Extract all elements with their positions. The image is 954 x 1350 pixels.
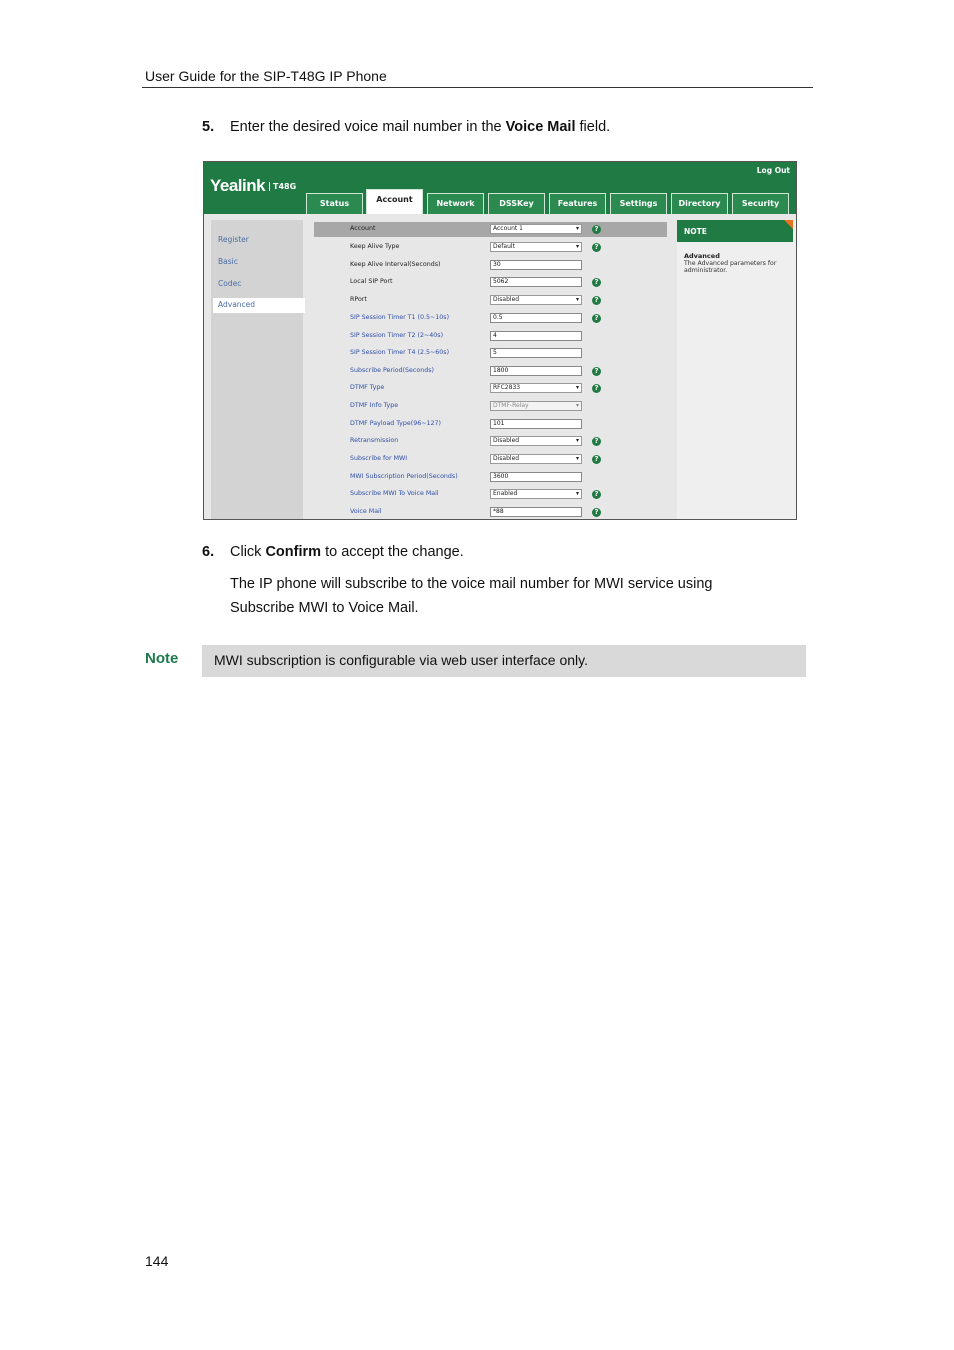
step-text-pre: Click <box>230 544 266 560</box>
tab-security[interactable]: Security <box>732 193 789 214</box>
sip-timer-t4-input[interactable]: 5 <box>490 348 582 358</box>
step-text-bold: Voice Mail <box>505 119 576 135</box>
label-sip-timer-t2: SIP Session Timer T2 (2~40s) <box>350 332 444 339</box>
paragraph-line: Subscribe MWI to Voice Mail. <box>230 600 419 616</box>
chevron-down-icon: ▾ <box>575 455 579 462</box>
subscribe-mwi-value: Disabled <box>493 455 520 462</box>
keep-alive-type-select[interactable] <box>490 242 582 252</box>
retransmission-select[interactable] <box>490 436 582 446</box>
sip-timer-t2-input[interactable]: 4 <box>490 331 582 341</box>
web-ui-screenshot <box>203 161 797 520</box>
label-local-sip-port: Local SIP Port <box>350 278 393 285</box>
chevron-down-icon: ▾ <box>575 437 579 444</box>
tab-features[interactable]: Features <box>549 193 606 214</box>
paragraph-line: The IP phone will subscribe to the voice mail number for MWI service using <box>230 576 713 592</box>
tab-network[interactable]: Network <box>427 193 484 214</box>
rport-select[interactable] <box>490 295 582 305</box>
mwi-subscription-period-input[interactable]: 3600 <box>490 472 582 482</box>
running-header: User Guide for the SIP-T48G IP Phone <box>145 68 387 84</box>
label-dtmf-info-type: DTMF Info Type <box>350 402 399 409</box>
note-label: Note <box>145 650 179 667</box>
help-icon[interactable]: ? <box>592 455 601 464</box>
help-icon[interactable]: ? <box>592 490 601 499</box>
tab-account[interactable]: Account <box>366 189 423 214</box>
account-select-value: Account 1 <box>493 225 523 232</box>
step-text-pre: Enter the desired voice mail number in the <box>230 119 506 135</box>
step-text-post: to accept the change. <box>321 544 464 560</box>
nav-codec[interactable]: Codec <box>218 279 242 288</box>
chevron-down-icon: ▾ <box>575 296 579 303</box>
help-icon[interactable]: ? <box>592 384 601 393</box>
label-dtmf-type: DTMF Type <box>350 384 385 391</box>
label-keep-alive-type: Keep Alive Type <box>350 243 400 250</box>
note-panel-text: The Advanced parameters for administrator. <box>684 260 777 274</box>
nav-basic[interactable]: Basic <box>218 257 238 266</box>
step-6 <box>202 544 464 560</box>
page-number: 144 <box>145 1253 169 1269</box>
help-icon[interactable]: ? <box>592 367 601 376</box>
label-mwi-subscription-period: MWI Subscription Period(Seconds) <box>350 473 458 480</box>
help-icon[interactable]: ? <box>592 278 601 287</box>
step-text-post: field. <box>575 119 611 135</box>
note-box <box>202 645 806 677</box>
retransmission-value: Disabled <box>493 437 520 444</box>
note-panel-title: Advanced <box>684 252 720 260</box>
label-subscribe-for-mwi: Subscribe for MWI <box>350 455 408 462</box>
dtmf-info-type-select[interactable] <box>490 401 582 411</box>
subscribe-mwi-voice-mail-value: Enabled <box>493 490 518 497</box>
logout-link[interactable]: Log Out <box>756 166 790 175</box>
help-icon[interactable]: ? <box>592 508 601 517</box>
voice-mail-input[interactable]: *88 <box>490 507 582 517</box>
subscribe-mwi-select[interactable] <box>490 454 582 464</box>
label-rport: RPort <box>350 296 367 303</box>
help-icon[interactable]: ? <box>592 296 601 305</box>
yealink-logo: Yealink <box>210 176 266 195</box>
nav-advanced[interactable]: Advanced <box>218 300 256 309</box>
tab-status[interactable]: Status <box>306 193 363 214</box>
chevron-down-icon: ▾ <box>575 384 579 391</box>
note-panel-header <box>677 220 793 242</box>
help-icon[interactable]: ? <box>592 314 601 323</box>
keep-alive-interval-input[interactable]: 30 <box>490 260 582 270</box>
label-sip-timer-t4: SIP Session Timer T4 (2.5~60s) <box>350 349 450 356</box>
tab-dsskey[interactable]: DSSKey <box>488 193 545 214</box>
nav-register[interactable]: Register <box>218 235 249 244</box>
subscribe-mwi-voice-mail-select[interactable] <box>490 489 582 499</box>
chevron-down-icon: ▾ <box>575 225 579 232</box>
chevron-down-icon: ▾ <box>575 490 579 497</box>
label-subscribe-period: Subscribe Period(Seconds) <box>350 367 434 374</box>
chevron-down-icon: ▾ <box>575 402 579 409</box>
step-5 <box>202 119 610 135</box>
tab-directory[interactable]: Directory <box>671 193 728 214</box>
dtmf-type-select[interactable] <box>490 383 582 393</box>
label-account: Account <box>350 225 376 232</box>
sip-timer-t1-input[interactable]: 0.5 <box>490 313 582 323</box>
help-icon[interactable]: ? <box>592 243 601 252</box>
step-number: 6. <box>202 544 215 560</box>
step-number: 5. <box>202 119 215 135</box>
label-subscribe-mwi-to-voice-mail: Subscribe MWI To Voice Mail <box>350 490 439 497</box>
chevron-down-icon: ▾ <box>575 243 579 250</box>
note-corner-icon <box>784 220 793 229</box>
keep-alive-type-value: Default <box>493 243 515 250</box>
account-select[interactable] <box>490 224 582 234</box>
label-sip-timer-t1: SIP Session Timer T1 (0.5~10s) <box>350 314 450 321</box>
help-icon[interactable]: ? <box>592 225 601 234</box>
step-text-bold: Confirm <box>265 544 322 560</box>
tab-settings[interactable]: Settings <box>610 193 667 214</box>
explanation-paragraph <box>230 572 790 620</box>
note-text: MWI subscription is configurable via web user interface only. <box>214 652 589 668</box>
label-voice-mail: Voice Mail <box>350 508 382 515</box>
note-panel-heading: NOTE <box>684 227 707 236</box>
dtmf-type-value: RFC2833 <box>493 384 521 391</box>
model-label: T48G <box>269 182 296 191</box>
header-rule <box>142 87 813 88</box>
label-dtmf-payload-type: DTMF Payload Type(96~127) <box>350 420 441 427</box>
label-retransmission: Retransmission <box>350 437 399 444</box>
help-icon[interactable]: ? <box>592 437 601 446</box>
subscribe-period-input[interactable]: 1800 <box>490 366 582 376</box>
dtmf-payload-type-input[interactable]: 101 <box>490 419 582 429</box>
label-keep-alive-interval: Keep Alive Interval(Seconds) <box>350 261 441 268</box>
rport-value: Disabled <box>493 296 520 303</box>
local-sip-port-input[interactable]: 5062 <box>490 277 582 287</box>
dtmf-info-type-value: DTMF-Relay <box>493 402 529 409</box>
